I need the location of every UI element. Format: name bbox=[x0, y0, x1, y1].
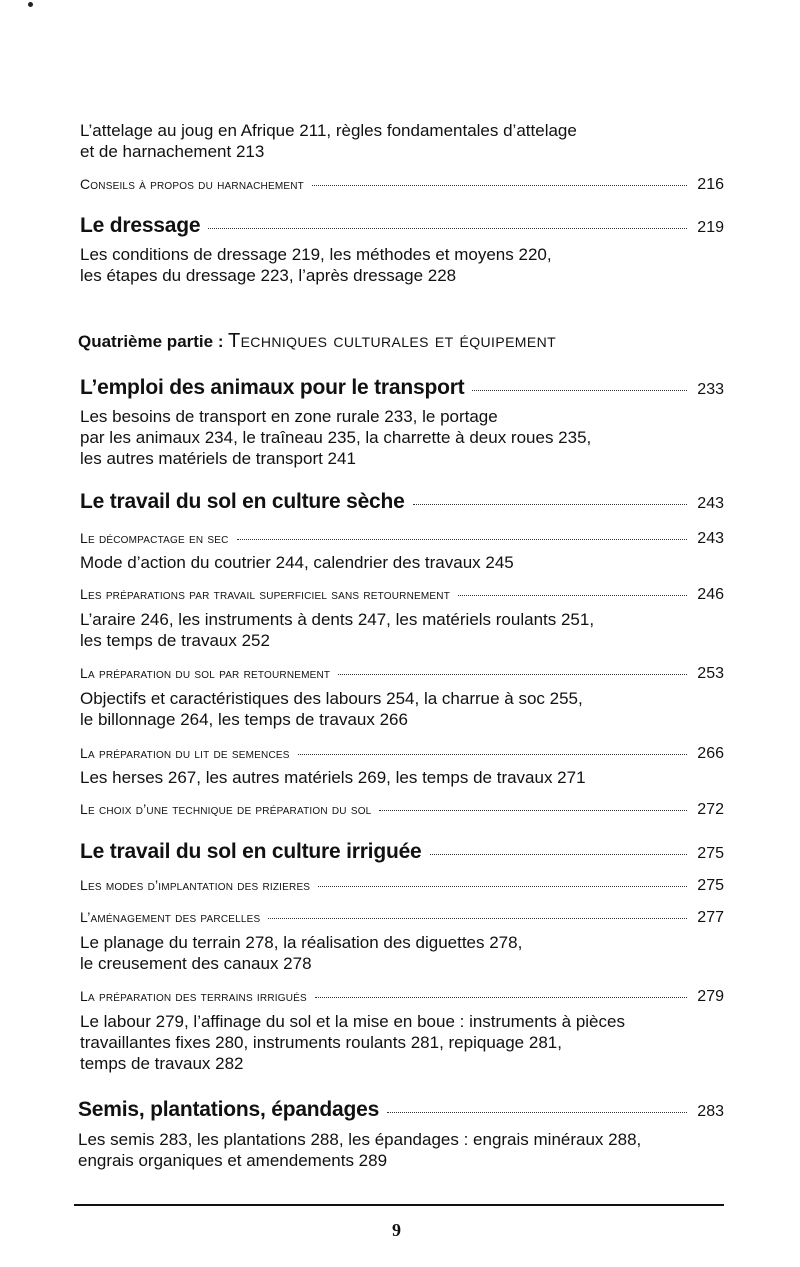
dot-leader bbox=[208, 228, 687, 229]
desc-line: le billonnage 264, les temps de travaux 266 bbox=[80, 710, 408, 729]
desc-line: les temps de travaux 252 bbox=[80, 631, 270, 650]
dot-leader bbox=[430, 854, 688, 855]
entry-label: Conseils à propos du harnachement bbox=[80, 176, 304, 192]
dot-leader bbox=[298, 754, 688, 755]
decompactage-description bbox=[80, 552, 514, 573]
toc-entry-parcelles[interactable] bbox=[80, 909, 724, 927]
desc-line: par les animaux 234, le traîneau 235, la charrette à deux roues 235, bbox=[80, 428, 592, 447]
section-label: Le travail du sol en culture sèche bbox=[80, 490, 405, 513]
section-label: Le travail du sol en culture irriguée bbox=[80, 840, 422, 863]
irrigues-description bbox=[80, 1011, 625, 1074]
section-page-number: 275 bbox=[697, 845, 724, 862]
entry-label: La préparation du sol par retournement bbox=[80, 665, 331, 681]
toc-entry-choix[interactable] bbox=[80, 801, 724, 819]
desc-line: engrais organiques et amendements 289 bbox=[78, 1151, 388, 1170]
retournement-description bbox=[80, 688, 583, 730]
entry-page-number: 216 bbox=[697, 176, 724, 193]
semis-description bbox=[78, 1129, 641, 1171]
entry-label: Le décompactage en sec bbox=[80, 530, 229, 546]
desc-line: Le planage du terrain 278, la réalisation des diguettes 278, bbox=[80, 933, 523, 952]
dot-leader bbox=[318, 886, 687, 887]
entry-page-number: 253 bbox=[697, 665, 724, 682]
desc-line: L’araire 246, les instruments à dents 247, les matériels roulants 251, bbox=[80, 610, 595, 629]
entry-page-number: 266 bbox=[697, 745, 724, 762]
dot-leader bbox=[315, 997, 687, 998]
section-page-number: 243 bbox=[697, 495, 724, 512]
desc-line: Les besoins de transport en zone rurale 233, le portage bbox=[80, 407, 498, 426]
section-label: Le dressage bbox=[80, 214, 201, 237]
toc-entry-lit-semences[interactable] bbox=[80, 745, 724, 763]
section-page-number: 233 bbox=[697, 381, 724, 398]
toc-entry-rizieres[interactable] bbox=[80, 877, 724, 895]
entry-label: Le choix d’une technique de préparation du sol bbox=[80, 801, 372, 817]
dot-leader bbox=[458, 595, 687, 596]
entry-label: Les préparations par travail superficiel sans retournement bbox=[80, 586, 451, 602]
entry-page-number: 275 bbox=[697, 877, 724, 894]
entry-label: L’aménagement des parcelles bbox=[80, 909, 261, 925]
section-label: Semis, plantations, épandages bbox=[78, 1098, 380, 1121]
toc-section-sol-seche[interactable] bbox=[80, 490, 724, 514]
part-label: Quatrième partie : bbox=[78, 332, 224, 351]
ink-dot bbox=[28, 2, 33, 7]
entry-page-number: 243 bbox=[697, 530, 724, 547]
dot-leader bbox=[413, 504, 688, 505]
lit-semences-description bbox=[80, 767, 586, 788]
toc-entry-conseils[interactable] bbox=[80, 176, 724, 194]
toc-entry-preparations[interactable] bbox=[80, 586, 724, 604]
entry-page-number: 277 bbox=[697, 909, 724, 926]
toc-section-sol-irriguee[interactable] bbox=[80, 840, 724, 864]
desc-line: travaillantes fixes 280, instruments roulants 281, repiquage 281, bbox=[80, 1033, 562, 1052]
desc-line: Mode d’action du coutrier 244, calendrier des travaux 245 bbox=[80, 553, 514, 572]
desc-line: Les conditions de dressage 219, les méthodes et moyens 220, bbox=[80, 245, 552, 264]
desc-line: Le labour 279, l’affinage du sol et la mise en boue : instruments à pièces bbox=[80, 1012, 625, 1031]
section-label: L’emploi des animaux pour le transport bbox=[80, 376, 465, 399]
dot-leader bbox=[268, 918, 687, 919]
dot-leader bbox=[472, 390, 687, 391]
toc-entry-retournement[interactable] bbox=[80, 665, 724, 683]
dot-leader bbox=[387, 1112, 687, 1113]
desc-line: le creusement des canaux 278 bbox=[80, 954, 312, 973]
toc-section-dressage[interactable] bbox=[80, 214, 724, 238]
entry-label: La préparation des terrains irrigués bbox=[80, 988, 307, 1004]
section-page-number: 219 bbox=[697, 219, 724, 236]
desc-line: et de harnachement 213 bbox=[80, 142, 265, 161]
dot-leader bbox=[338, 674, 687, 675]
desc-line: les autres matériels de transport 241 bbox=[80, 449, 356, 468]
toc-entry-irrigues[interactable] bbox=[80, 988, 724, 1006]
preparations-description bbox=[80, 609, 594, 651]
part-heading bbox=[78, 330, 556, 353]
toc-section-transport[interactable] bbox=[80, 376, 724, 400]
footer-rule bbox=[74, 1204, 724, 1206]
toc-entry-decompactage[interactable] bbox=[80, 530, 724, 548]
entry-label: Les modes d’implantation des rizieres bbox=[80, 877, 311, 893]
desc-line: Les semis 283, les plantations 288, les épandages : engrais minéraux 288, bbox=[78, 1130, 642, 1149]
entry-page-number: 279 bbox=[697, 988, 724, 1005]
entry-label: La préparation du lit de semences bbox=[80, 745, 290, 761]
transport-description bbox=[80, 406, 591, 469]
desc-line: Objectifs et caractéristiques des labours 254, la charrue à soc 255, bbox=[80, 689, 583, 708]
page-number: 9 bbox=[392, 1220, 401, 1240]
desc-line: temps de travaux 282 bbox=[80, 1054, 244, 1073]
dot-leader bbox=[379, 810, 687, 811]
entry-page-number: 246 bbox=[697, 586, 724, 603]
desc-line: Les herses 267, les autres matériels 269, les temps de travaux 271 bbox=[80, 768, 586, 787]
dot-leader bbox=[237, 539, 688, 540]
parcelles-description bbox=[80, 932, 522, 974]
part-title: Techniques culturales et équipement bbox=[227, 330, 557, 352]
desc-line: les étapes du dressage 223, l’après dressage 228 bbox=[80, 266, 457, 285]
desc-line: L’attelage au joug en Afrique 211, règles fondamentales d’attelage bbox=[80, 121, 577, 140]
dressage-description bbox=[80, 244, 552, 286]
toc-section-semis[interactable] bbox=[78, 1098, 724, 1122]
entry-page-number: 272 bbox=[697, 801, 724, 818]
section-page-number: 283 bbox=[697, 1103, 724, 1120]
dot-leader bbox=[312, 185, 687, 186]
attelage-description bbox=[80, 120, 577, 162]
